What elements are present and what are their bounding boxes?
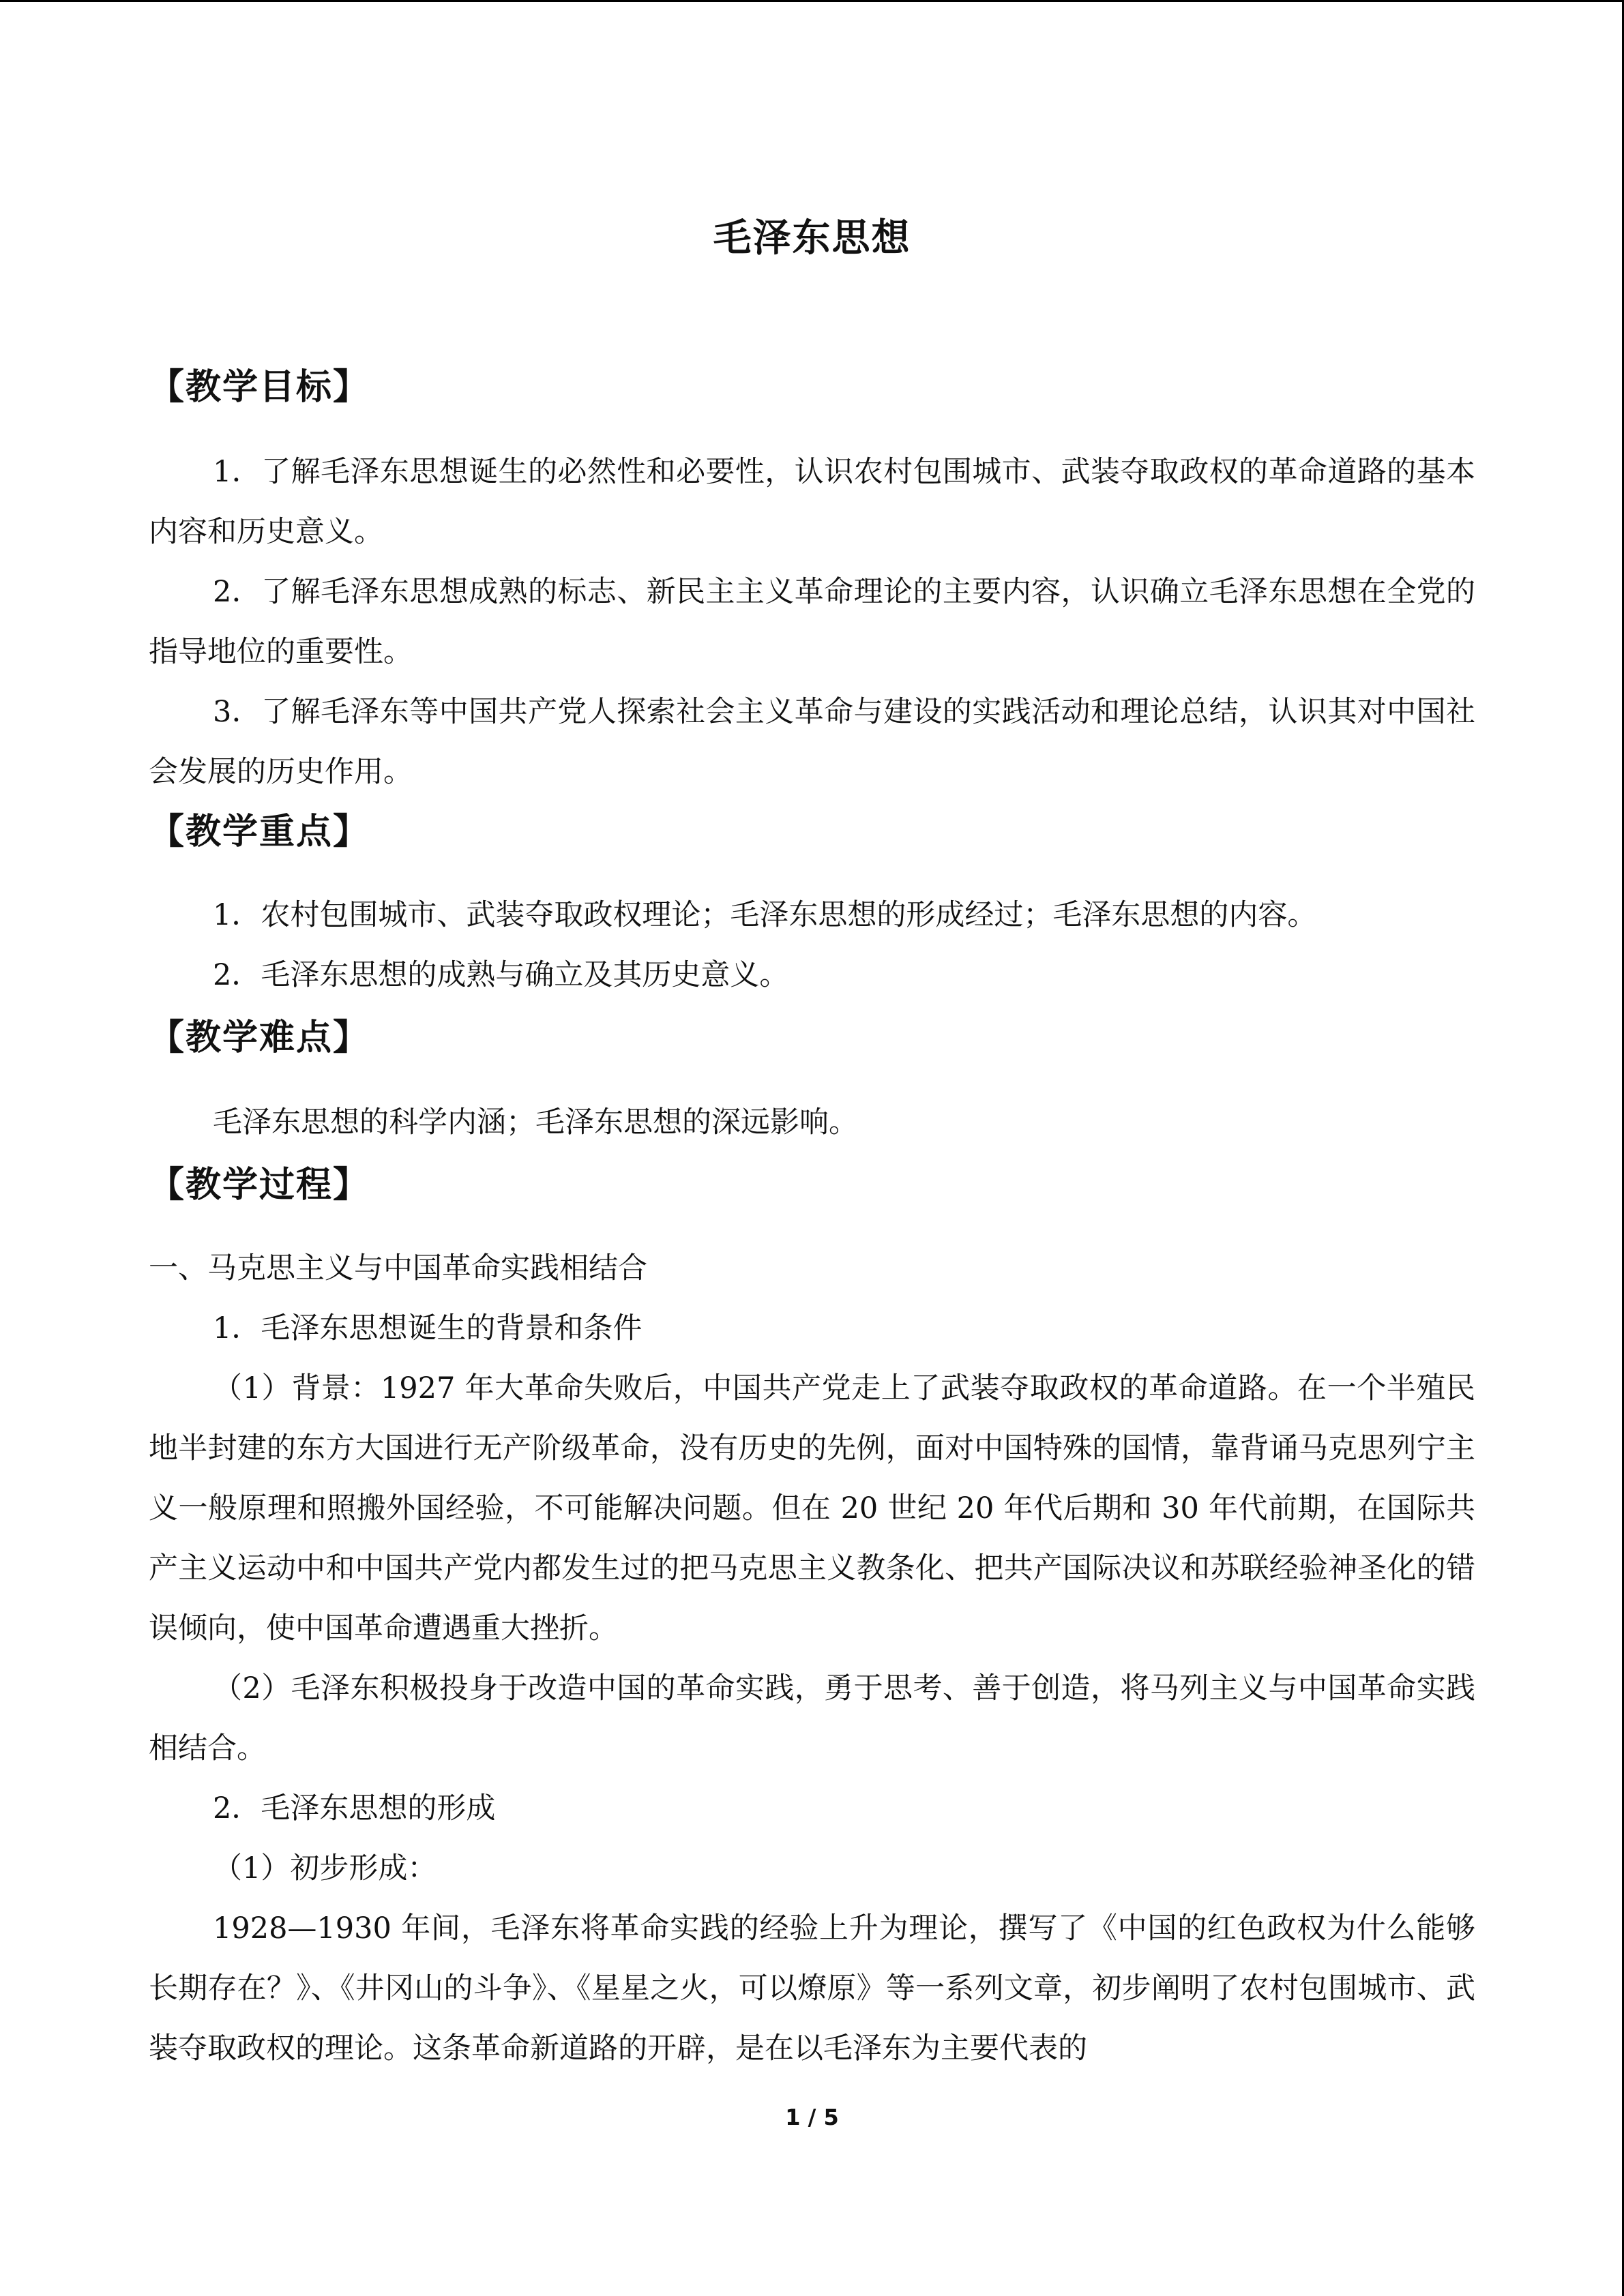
heading-process: 【教学过程】 <box>149 1165 370 1206</box>
document-title: 毛泽东思想 <box>713 216 911 260</box>
objective-item-1: 1．了解毛泽东思想诞生的必然性和必要性，认识农村包围城市、武装夺取政权的革命道路的基本内容和历史意义。 <box>149 455 1475 549</box>
key-point-item-2: 2．毛泽东思想的成熟与确立及其历史意义。 <box>213 958 789 992</box>
heading-key-points: 【教学重点】 <box>149 811 370 852</box>
process-sub2-title: 2．毛泽东思想的形成 <box>213 1791 496 1825</box>
process-sub1-title: 1．毛泽东思想诞生的背景和条件 <box>213 1311 643 1345</box>
objective-item-2: 2．了解毛泽东思想成熟的标志、新民主主义革命理论的主要内容，认识确立毛泽东思想在全党的指导地位的重要性。 <box>149 575 1475 669</box>
objective-item-3: 3．了解毛泽东等中国共产党人探索社会主义革命与建设的实践活动和理论总结，认识其对中国社会发展的历史作用。 <box>149 695 1475 789</box>
key-point-item-1: 1．农村包围城市、武装夺取政权理论；毛泽东思想的形成经过；毛泽东思想的内容。 <box>213 898 1317 932</box>
page-number: 1 / 5 <box>785 2104 839 2130</box>
heading-objectives: 【教学目标】 <box>149 367 370 408</box>
heading-difficulties: 【教学难点】 <box>149 1017 370 1058</box>
difficulty-item-1: 毛泽东思想的科学内涵；毛泽东思想的深远影响。 <box>213 1105 858 1139</box>
process-sub1-paragraph-1: （1）背景：1927 年大革命失败后，中国共产党走上了武装夺取政权的革命道路。在一个半殖民地半封建的东方大国进行无产阶级革命，没有历史的先例，面对中国特殊的国情，靠背诵马克思列宁主义一般原理和照搬外国经验，不可能解决问题。但在 20 世纪 20 年代后期和 30 年代前期，在国际共产主义运动中和中国共产党内都发生过的把马克思主义教条化、把共产国际决议和苏联经验神圣化的错误倾向，使中国革命遭遇重大挫折。 <box>149 1371 1475 1645</box>
process-sub2-paragraph-2: 1928—1930 年间，毛泽东将革命实践的经验上升为理论，撰写了《中国的红色政权为什么能够长期存在？》、《井冈山的斗争》、《星星之火，可以燎原》等一系列文章，初步阐明了农村包围城市、武装夺取政权的理论。这条革命新道路的开辟，是在以毛泽东为主要代表的 <box>149 1911 1475 2066</box>
process-part1-title: 一、马克思主义与中国革命实践相结合 <box>149 1251 647 1285</box>
top-border <box>0 0 1624 2</box>
process-sub2-paragraph-1: （1）初步形成： <box>213 1851 437 1885</box>
process-sub1-paragraph-2: （2）毛泽东积极投身于改造中国的革命实践，勇于思考、善于创造，将马列主义与中国革命实践相结合。 <box>149 1671 1475 1765</box>
